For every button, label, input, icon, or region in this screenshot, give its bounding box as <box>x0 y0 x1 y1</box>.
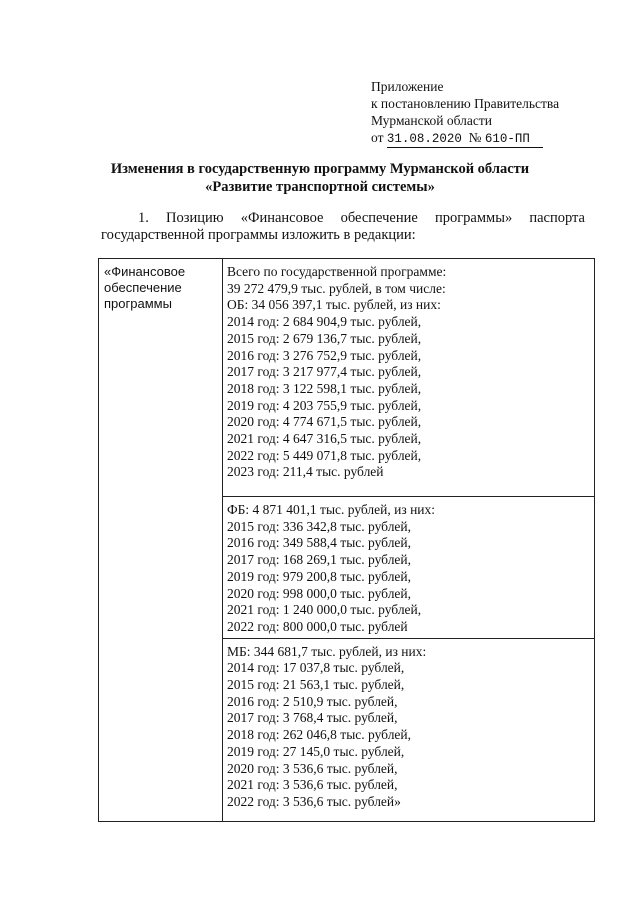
appendix-number-sign: № <box>468 130 482 145</box>
list-item: 2020 год: 3 536,6 тыс. рублей, <box>227 760 398 776</box>
list-item: 2017 год: 3 217 977,4 тыс. рублей, <box>227 364 422 380</box>
intro-paragraph <box>101 210 585 244</box>
document-title-line-2: «Развитие транспортной системы» <box>205 179 435 195</box>
list-item: ОБ: 34 056 397,1 тыс. рублей, из них: <box>227 297 441 313</box>
appendix-region-line: Мурманской области <box>371 113 492 128</box>
list-item: 2015 год: 336 342,8 тыс. рублей, <box>227 518 412 534</box>
list-item: 2015 год: 2 679 136,7 тыс. рублей, <box>227 330 422 346</box>
table-label-line: обеспечение <box>104 280 182 295</box>
intro-line-2: государственной программы изложить в редакции: <box>101 227 416 243</box>
table-row <box>99 259 595 497</box>
appendix-date-line <box>371 129 559 148</box>
table-label-cell <box>99 259 223 822</box>
appendix-title: Приложение <box>371 79 444 94</box>
list-item: 2018 год: 3 122 598,1 тыс. рублей, <box>227 380 422 396</box>
intro-line-1: 1. Позицию «Финансовое обеспечение программы» паспорта <box>138 210 585 226</box>
list-item: 2017 год: 3 768,4 тыс. рублей, <box>227 710 398 726</box>
document-title-line-1: Изменения в государственную программу Мурманской области <box>110 161 530 177</box>
list-item: 2022 год: 5 449 071,8 тыс. рублей, <box>227 447 422 463</box>
list-item: 2016 год: 2 510,9 тыс. рублей, <box>227 693 398 709</box>
document-title <box>60 160 580 196</box>
appendix-header <box>371 78 559 148</box>
appendix-resolution-line: к постановлению Правительства <box>371 96 560 111</box>
table-label-line: «Финансовое <box>104 264 186 279</box>
list-item: 39 272 479,9 тыс. рублей, в том числе: <box>227 280 446 296</box>
list-item: 2021 год: 4 647 316,5 тыс. рублей, <box>227 431 422 447</box>
list-item: 2019 год: 4 203 755,9 тыс. рублей, <box>227 397 422 413</box>
table-cell-federal-block <box>223 497 595 639</box>
list-item: ФБ: 4 871 401,1 тыс. рублей, из них: <box>227 502 436 517</box>
list-item: 2020 год: 4 774 671,5 тыс. рублей, <box>227 414 422 430</box>
list-item: 2023 год: 211,4 тыс. рублей <box>227 464 384 480</box>
appendix-date-number-underline <box>387 130 544 148</box>
list-item: 2017 год: 168 269,1 тыс. рублей, <box>227 552 412 568</box>
list-item: 2022 год: 800 000,0 тыс. рублей <box>227 618 408 634</box>
list-item: 2019 год: 27 145,0 тыс. рублей, <box>227 743 405 759</box>
table-cell-total-block <box>223 259 595 497</box>
list-item: 2022 год: 3 536,6 тыс. рублей» <box>227 793 401 809</box>
list-item: 2014 год: 17 037,8 тыс. рублей, <box>227 660 405 676</box>
list-item: 2016 год: 3 276 752,9 тыс. рублей, <box>227 347 422 363</box>
appendix-from-prefix: от <box>371 130 384 145</box>
list-item: МБ: 344 681,7 тыс. рублей, из них: <box>227 643 427 659</box>
table-cell-municipal-block <box>223 638 595 821</box>
table-label-line: программы <box>104 296 172 311</box>
list-item: Всего по государственной программе: <box>227 264 447 279</box>
list-item: 2020 год: 998 000,0 тыс. рублей, <box>227 585 412 601</box>
list-item: 2019 год: 979 200,8 тыс. рублей, <box>227 568 412 584</box>
appendix-date: 31.08.2020 <box>386 132 462 146</box>
list-item: 2021 год: 3 536,6 тыс. рублей, <box>227 777 398 793</box>
list-item: 2015 год: 21 563,1 тыс. рублей, <box>227 677 405 693</box>
list-item: 2021 год: 1 240 000,0 тыс. рублей, <box>227 602 422 618</box>
financing-table <box>98 258 595 822</box>
list-item: 2014 год: 2 684 904,9 тыс. рублей, <box>227 314 422 330</box>
appendix-number: 610-ПП <box>484 132 530 146</box>
list-item: 2016 год: 349 588,4 тыс. рублей, <box>227 535 412 551</box>
list-item: 2018 год: 262 046,8 тыс. рублей, <box>227 727 412 743</box>
